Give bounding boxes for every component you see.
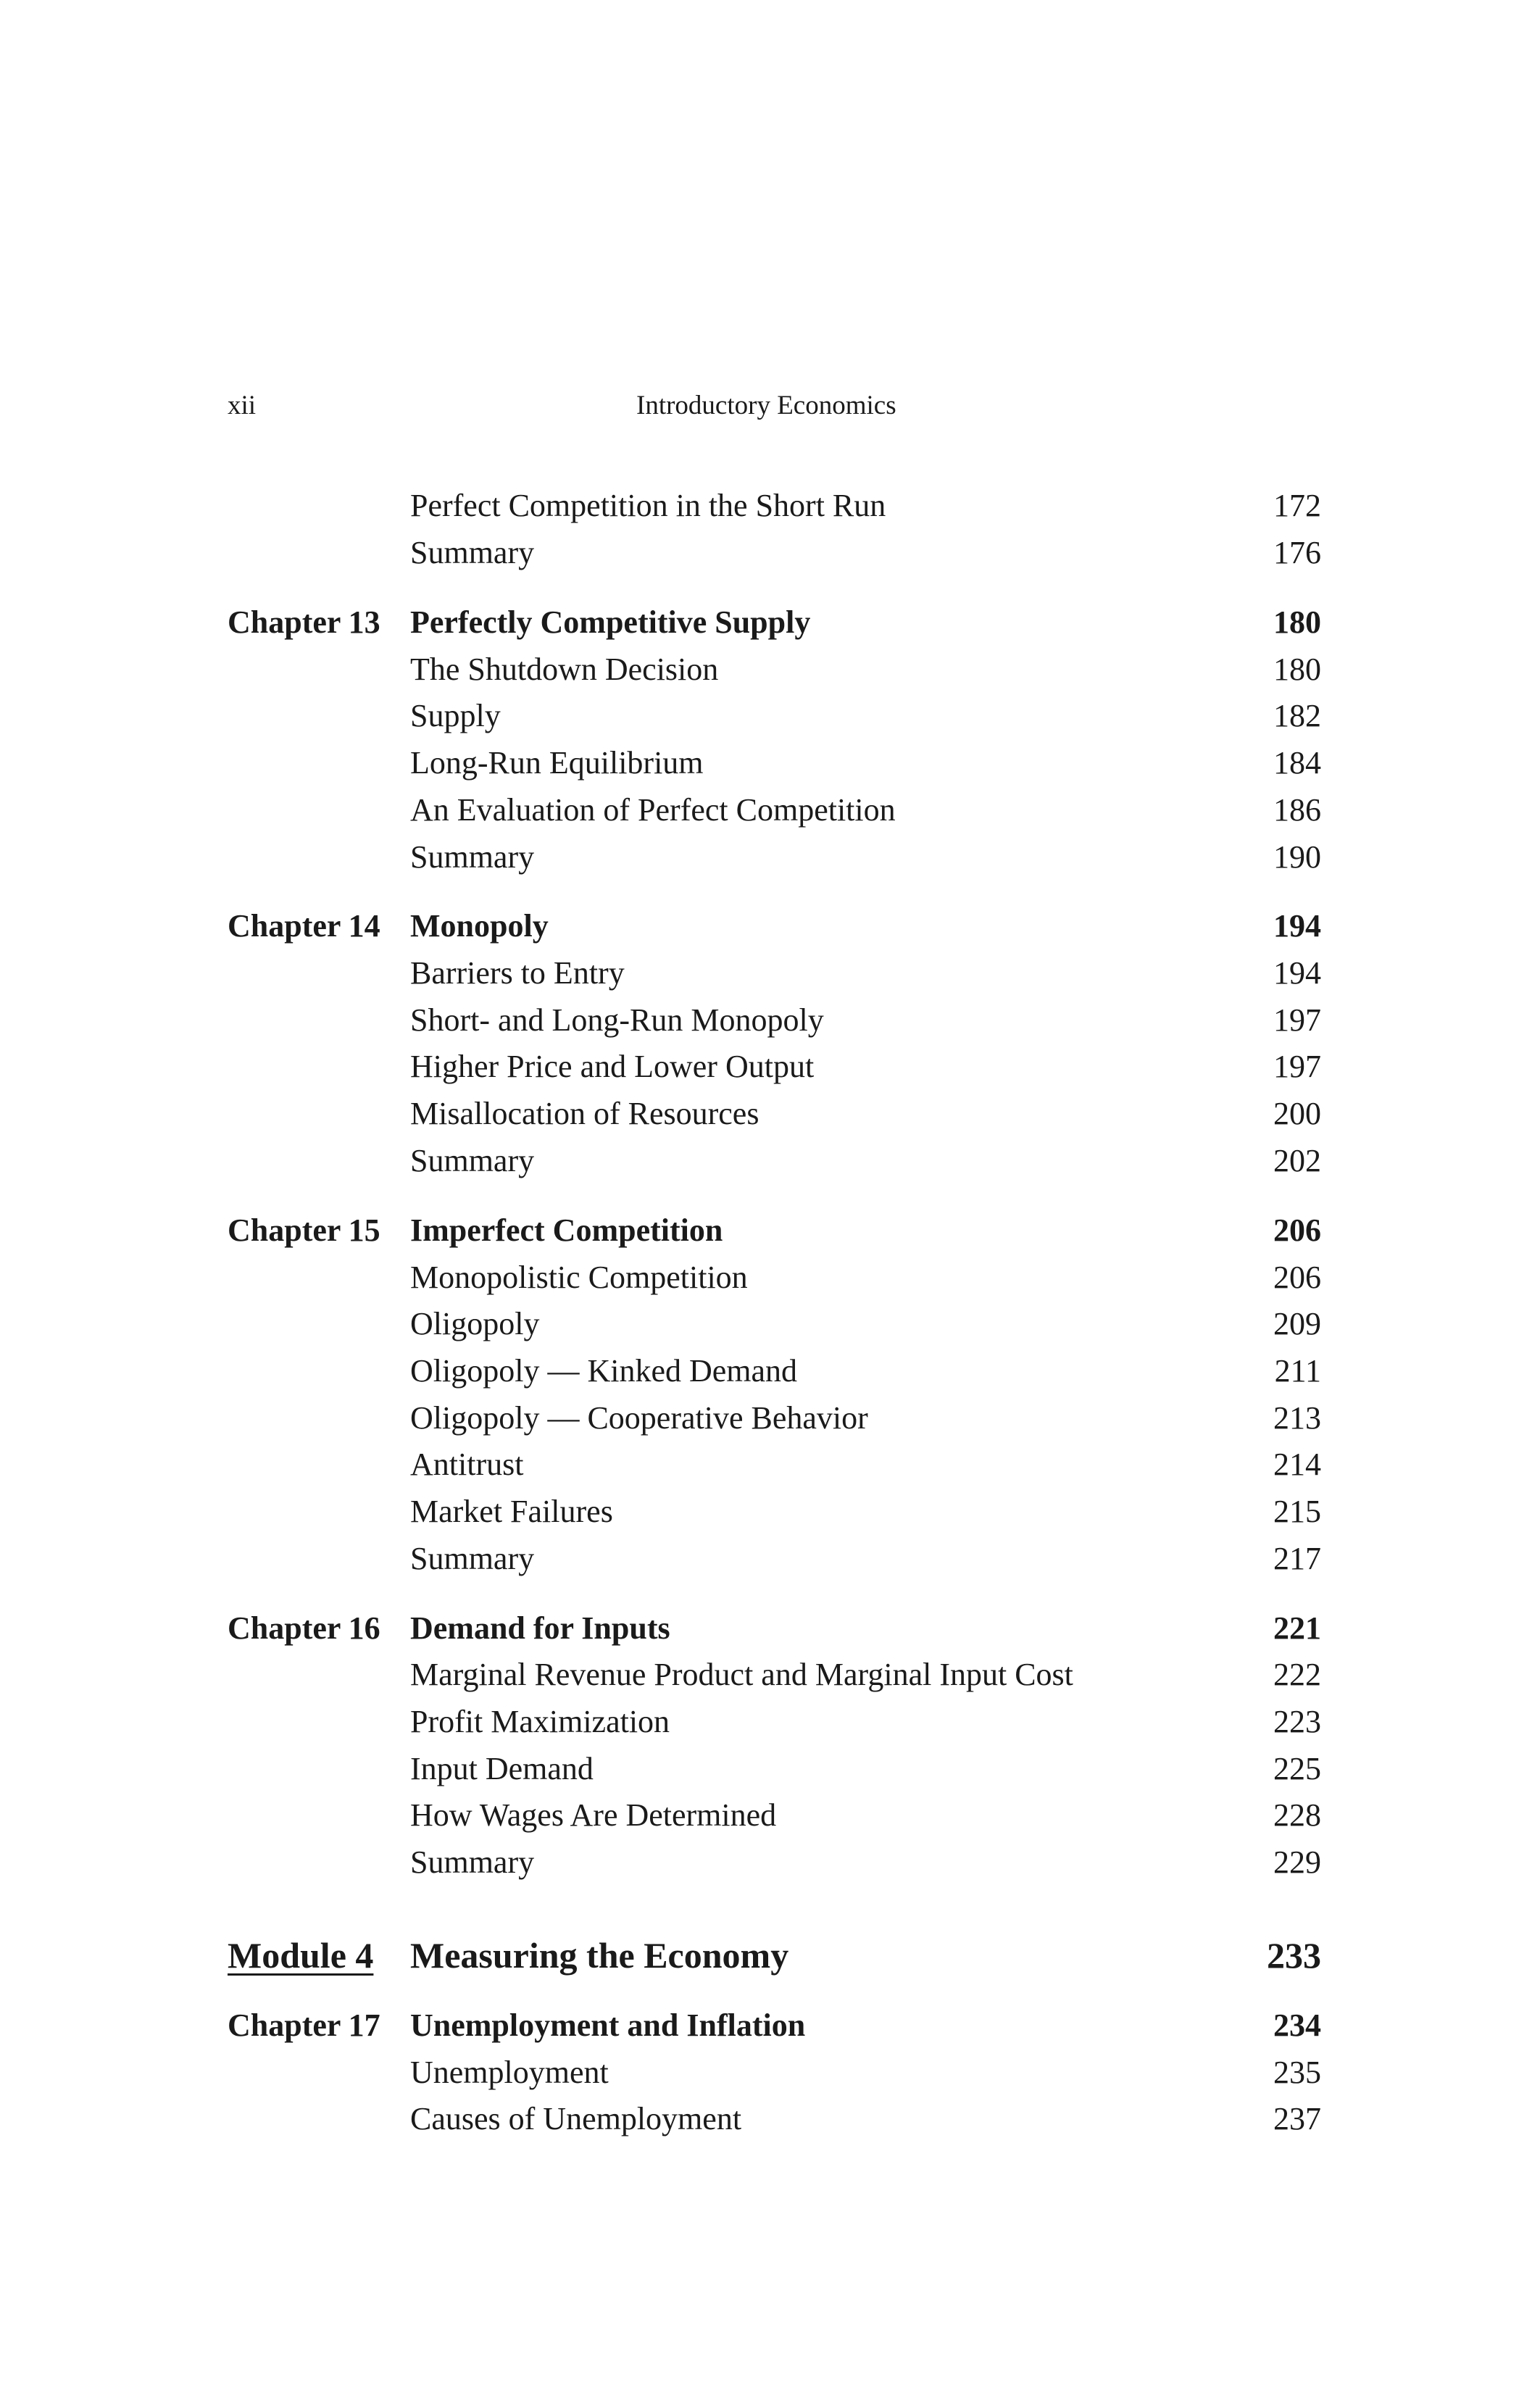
module-title: Measuring the Economy bbox=[410, 1935, 789, 1976]
toc-entry bbox=[0, 1443, 1540, 1486]
chapter-page: 194 bbox=[1273, 908, 1321, 944]
toc-entry-title: Summary bbox=[410, 1541, 535, 1576]
chapter-label: Chapter 16 bbox=[228, 1610, 380, 1646]
toc-entry-title: Market Failures bbox=[410, 1494, 613, 1529]
toc-entry-title: Misallocation of Resources bbox=[410, 1096, 759, 1131]
toc-entry bbox=[0, 1747, 1540, 1791]
chapter-heading bbox=[0, 904, 1540, 948]
toc-entry-page: 206 bbox=[1273, 1260, 1321, 1295]
chapter-page: 234 bbox=[1273, 2007, 1321, 2043]
toc-entry-title: Higher Price and Lower Output bbox=[410, 1049, 815, 1084]
toc-entry-page: 194 bbox=[1273, 955, 1321, 991]
toc-entry-page: 186 bbox=[1273, 792, 1321, 828]
toc-entry bbox=[0, 1045, 1540, 1089]
page-folio: xii bbox=[228, 391, 257, 420]
toc-entry-page: 202 bbox=[1273, 1143, 1321, 1178]
toc-entry-page: 197 bbox=[1273, 1002, 1321, 1038]
toc-entry-page: 217 bbox=[1273, 1541, 1321, 1576]
toc-entry-page: 176 bbox=[1273, 535, 1321, 570]
toc-entry-page: 184 bbox=[1273, 745, 1321, 781]
toc-entry-title: Summary bbox=[410, 1844, 535, 1880]
module-heading bbox=[0, 1930, 1540, 1981]
toc-entry bbox=[0, 1139, 1540, 1183]
toc-entry-page: 235 bbox=[1273, 2055, 1321, 2090]
toc-entry bbox=[0, 999, 1540, 1042]
toc-entry-page: 223 bbox=[1273, 1704, 1321, 1739]
toc-entry-title: Unemployment bbox=[410, 2055, 609, 2090]
toc-entry bbox=[0, 531, 1540, 575]
toc-entry-page: 213 bbox=[1273, 1400, 1321, 1436]
toc-entry-title: Antitrust bbox=[410, 1447, 524, 1482]
toc-entry-page: 200 bbox=[1273, 1096, 1321, 1131]
toc-entry bbox=[0, 741, 1540, 785]
chapter-heading bbox=[0, 1209, 1540, 1252]
toc-entry bbox=[0, 648, 1540, 691]
toc-entry-title: How Wages Are Determined bbox=[410, 1797, 777, 1833]
toc-entry-page: 211 bbox=[1274, 1353, 1321, 1389]
toc-entry bbox=[0, 788, 1540, 832]
toc-entry-title: Oligopoly — Cooperative Behavior bbox=[410, 1400, 868, 1436]
toc-entry-title: Summary bbox=[410, 1143, 535, 1178]
toc-entry-title: Profit Maximization bbox=[410, 1704, 670, 1739]
chapter-heading bbox=[0, 1607, 1540, 1650]
chapter-title: Unemployment and Inflation bbox=[410, 2007, 806, 2043]
toc-entry-page: 182 bbox=[1273, 698, 1321, 733]
toc-entry-page: 229 bbox=[1273, 1844, 1321, 1880]
toc-entry-page: 172 bbox=[1273, 488, 1321, 523]
chapter-heading bbox=[0, 2004, 1540, 2047]
toc-entry bbox=[0, 952, 1540, 995]
book-title: Introductory Economics bbox=[636, 391, 896, 420]
toc-entry-page: 197 bbox=[1273, 1049, 1321, 1084]
toc-entry-title: Short- and Long-Run Monopoly bbox=[410, 1002, 824, 1038]
toc-entry-title: Oligopoly bbox=[410, 1306, 540, 1341]
chapter-title: Imperfect Competition bbox=[410, 1212, 723, 1248]
toc-entry-title: Input Demand bbox=[410, 1751, 594, 1786]
toc-entry-title: Summary bbox=[410, 535, 535, 570]
chapter-label: Chapter 17 bbox=[228, 2007, 380, 2043]
toc-entry bbox=[0, 1653, 1540, 1697]
toc-entry bbox=[0, 1302, 1540, 1346]
toc-entry-page: 228 bbox=[1273, 1797, 1321, 1833]
toc-entry bbox=[0, 2051, 1540, 2094]
toc-entry-title: Perfect Competition in the Short Run bbox=[410, 488, 886, 523]
toc-entry-page: 222 bbox=[1273, 1657, 1321, 1692]
toc-entry bbox=[0, 836, 1540, 879]
chapter-heading bbox=[0, 601, 1540, 644]
chapter-title: Monopoly bbox=[410, 908, 549, 944]
toc-entry-title: Long-Run Equilibrium bbox=[410, 745, 704, 781]
running-head bbox=[0, 390, 1540, 433]
toc-entry bbox=[0, 1490, 1540, 1534]
chapter-title: Demand for Inputs bbox=[410, 1610, 670, 1646]
chapter-label: Chapter 15 bbox=[228, 1212, 380, 1248]
toc-entry-title: Monopolistic Competition bbox=[410, 1260, 748, 1295]
toc-entry bbox=[0, 1092, 1540, 1136]
toc-entry-title: Summary bbox=[410, 839, 535, 875]
toc-entry-title: An Evaluation of Perfect Competition bbox=[410, 792, 896, 828]
toc-entry-page: 180 bbox=[1273, 652, 1321, 687]
toc-entry bbox=[0, 2097, 1540, 2141]
toc-entry-page: 209 bbox=[1273, 1306, 1321, 1341]
chapter-page: 180 bbox=[1273, 604, 1321, 640]
toc-entry bbox=[0, 1794, 1540, 1837]
module-label: Module 4 bbox=[228, 1935, 374, 1976]
toc-entry-title: The Shutdown Decision bbox=[410, 652, 719, 687]
toc-entry-title: Supply bbox=[410, 698, 501, 733]
chapter-label: Chapter 13 bbox=[228, 604, 380, 640]
toc-entry bbox=[0, 484, 1540, 528]
toc-entry-title: Barriers to Entry bbox=[410, 955, 625, 991]
toc-entry-page: 190 bbox=[1273, 839, 1321, 875]
toc-entry-page: 237 bbox=[1273, 2101, 1321, 2136]
chapter-page: 206 bbox=[1273, 1212, 1321, 1248]
toc-entry-title: Marginal Revenue Product and Marginal Input Cost bbox=[410, 1657, 1073, 1692]
toc-entry bbox=[0, 1537, 1540, 1581]
toc-entry-page: 225 bbox=[1273, 1751, 1321, 1786]
toc-entry-title: Oligopoly — Kinked Demand bbox=[410, 1353, 798, 1389]
toc-entry bbox=[0, 1700, 1540, 1744]
toc-entry bbox=[0, 1397, 1540, 1440]
toc-entry-title: Causes of Unemployment bbox=[410, 2101, 742, 2136]
chapter-page: 221 bbox=[1273, 1610, 1321, 1646]
toc-entry bbox=[0, 1349, 1540, 1393]
toc-entry-page: 214 bbox=[1273, 1447, 1321, 1482]
toc-entry bbox=[0, 694, 1540, 738]
module-page: 233 bbox=[1267, 1935, 1321, 1976]
toc-entry-page: 215 bbox=[1273, 1494, 1321, 1529]
toc-entry bbox=[0, 1256, 1540, 1299]
toc-entry bbox=[0, 1841, 1540, 1884]
chapter-label: Chapter 14 bbox=[228, 908, 380, 944]
chapter-title: Perfectly Competitive Supply bbox=[410, 604, 811, 640]
